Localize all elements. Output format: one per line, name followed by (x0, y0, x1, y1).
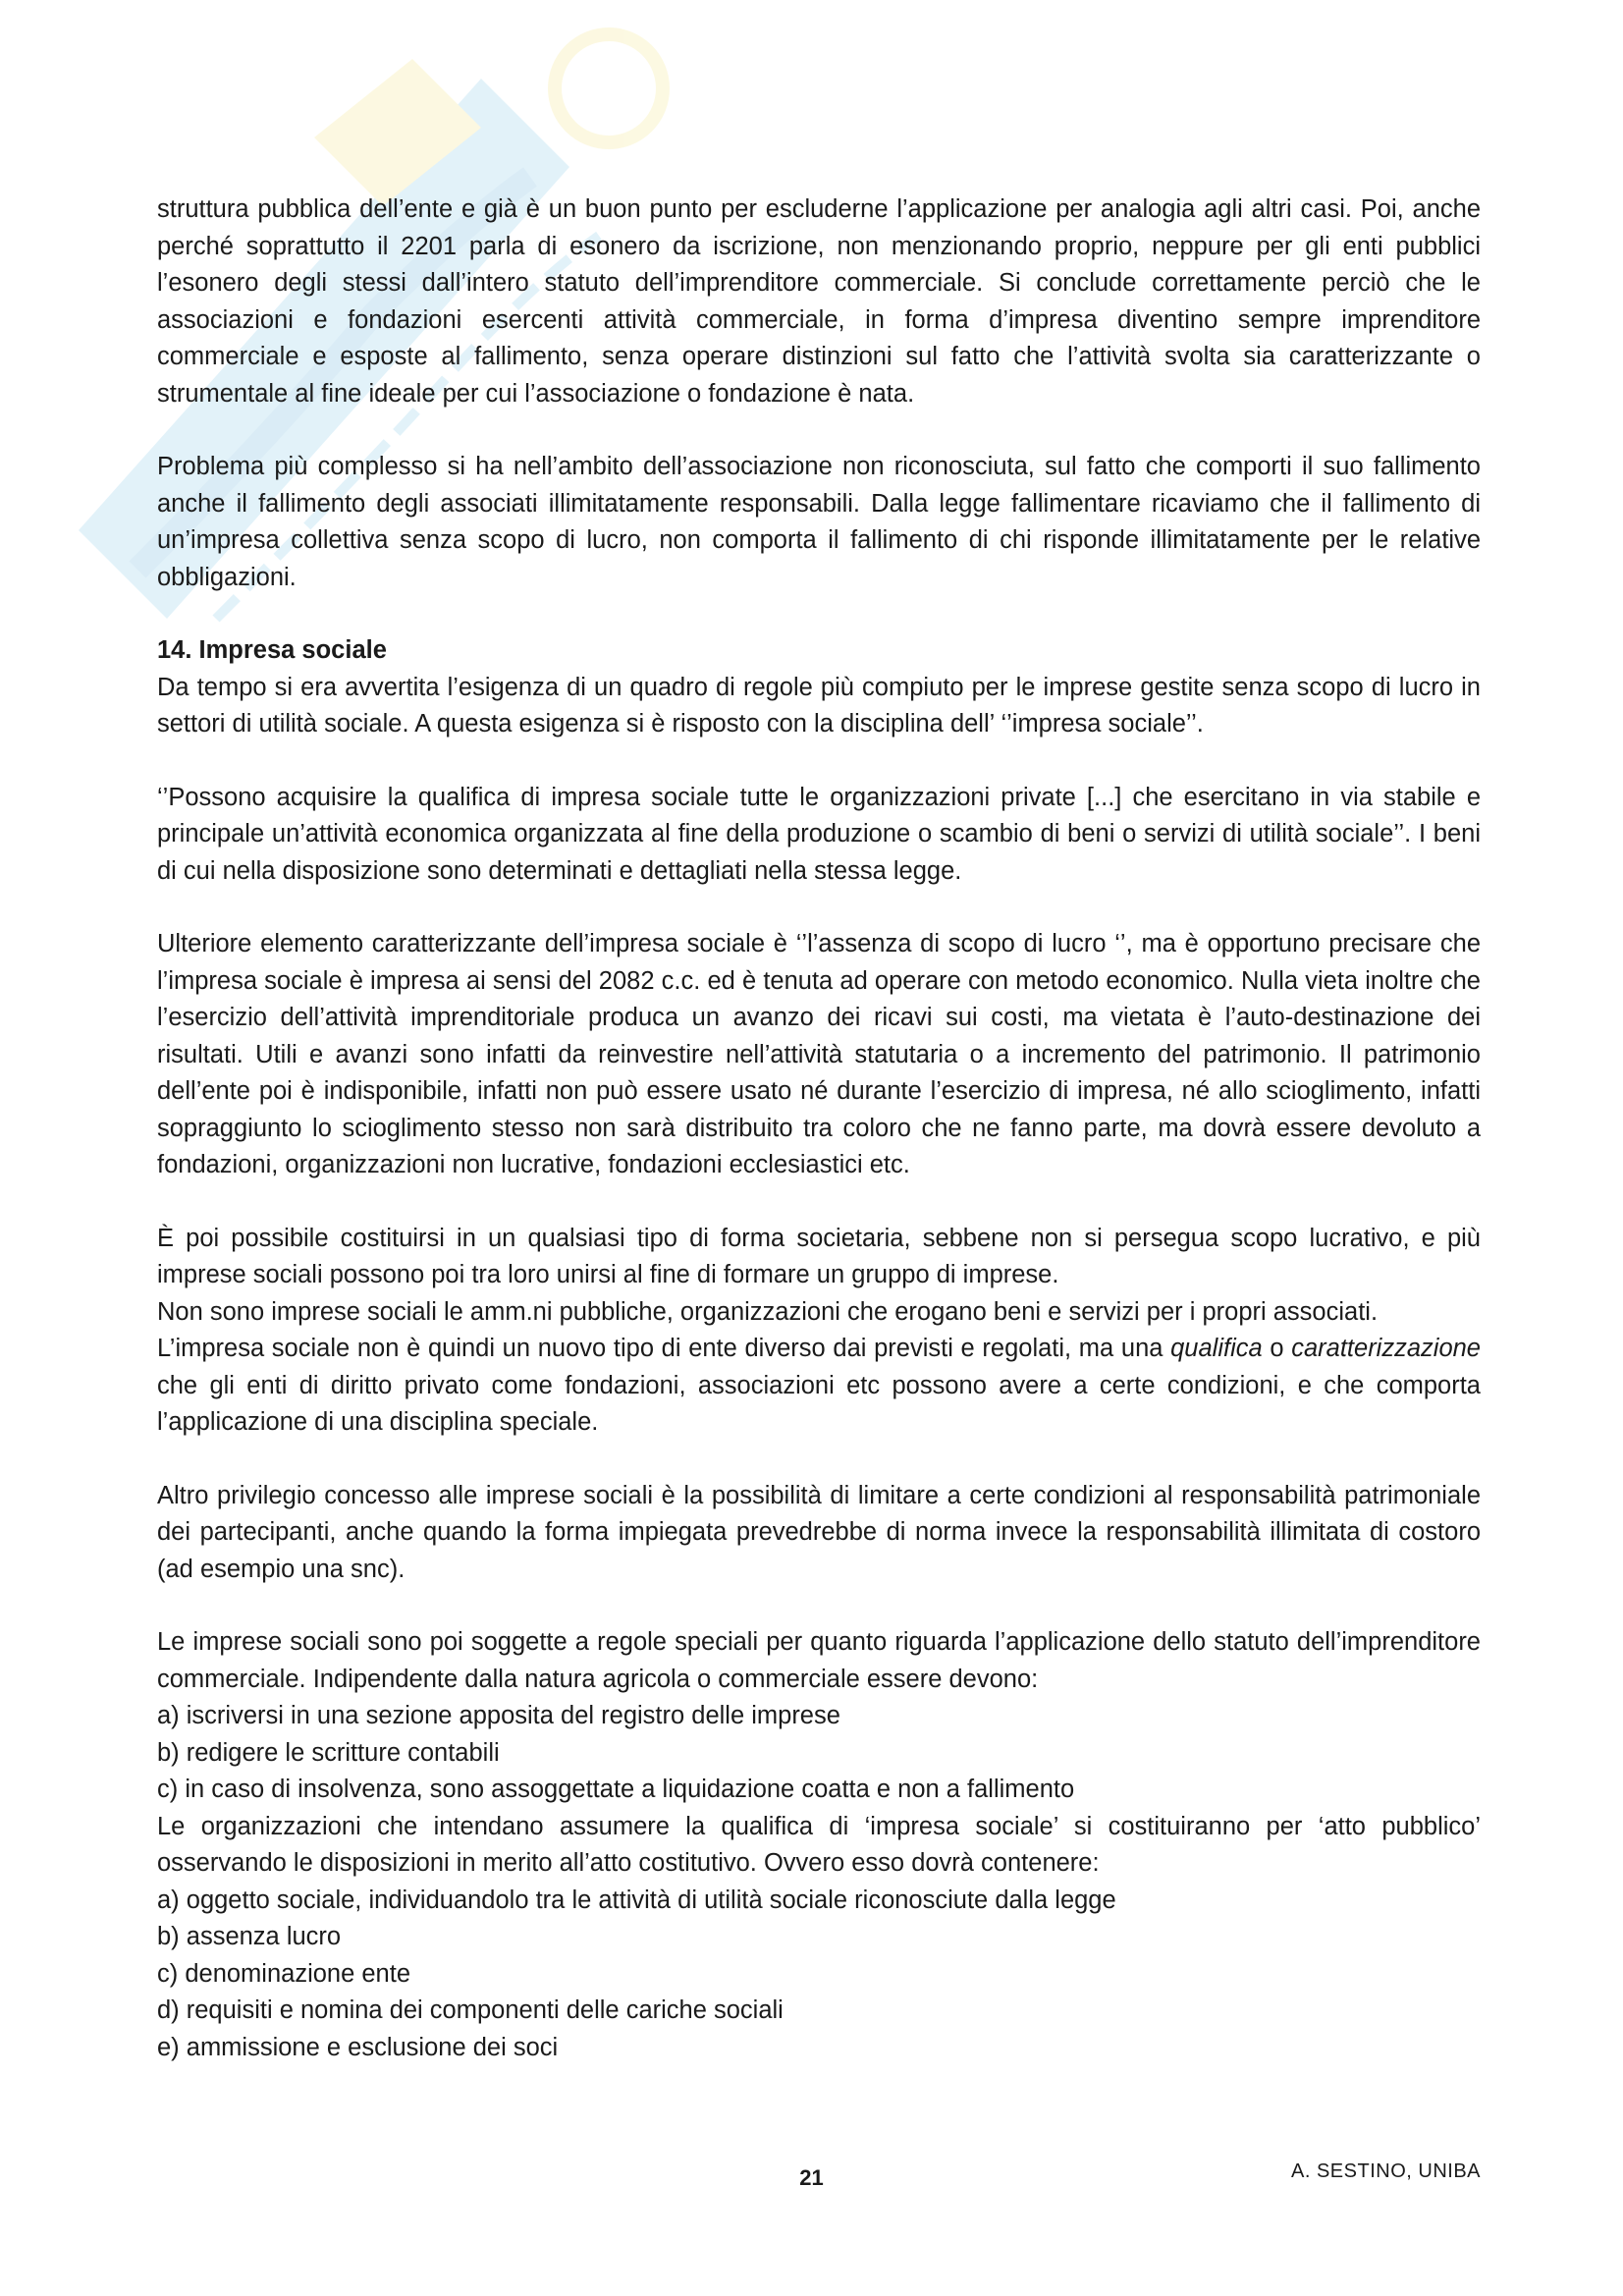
emphasized-text: caratterizzazione (1291, 1335, 1481, 1362)
list-item: e) ammissione e esclusione dei soci (157, 2033, 559, 2061)
text-segment: che gli enti di diritto privato come fondazioni, associazioni etc possono avere a certe condizioni, e che comporta l’applicazione di una disciplina speciale. (157, 1371, 1481, 1436)
list-item: d) requisiti e nomina dei componenti delle cariche sociali (157, 1996, 784, 2024)
text-segment: È poi possibile costituirsi in un qualsiasi tipo di forma societaria, sebbene non si persegua scopo lucrativo, e più imprese sociali possono poi tra loro unirsi al fine di formare un gruppo di imprese. (157, 1224, 1481, 1288)
list-item: a) oggetto sociale, individuandolo tra le attività di utilità sociale riconosciute dalla legge (157, 1886, 1116, 1914)
paragraph (157, 1478, 1481, 1589)
text-segment: Le imprese sociali sono poi soggette a regole speciali per quanto riguarda l’applicazione dello statuto dell’imprenditore commerciale. Indipendente dalla natura agricola o commerciale essere devono: (157, 1628, 1481, 1693)
paragraph (157, 1624, 1481, 1698)
paragraph (157, 191, 1481, 412)
list-item: b) redigere le scritture contabili (157, 1738, 500, 1767)
paragraph (157, 1331, 1481, 1442)
text-segment: ‘’Possono acquisire la qualifica di impresa sociale tutte le organizzazioni private [...] che esercitano in via stabile e principale un’attività economica organizzata al fine della produzione o scambio di beni o servizi di utilità sociale’’. I beni di cui nella disposizione sono determinati e dettagliati nella stessa legge. (157, 783, 1481, 885)
text-segment: 14. Impresa sociale (157, 636, 387, 664)
list-item: a) iscriversi in una sezione apposita del registro delle imprese (157, 1702, 840, 1729)
document-body (157, 191, 1481, 2066)
text-segment: Non sono imprese sociali le amm.ni pubbliche, organizzazioni che erogano beni e servizi per i propri associati. (157, 1297, 1379, 1326)
paragraph: Le organizzazioni che intendano assumere la qualifica di ‘impresa sociale’ si costituiranno per ‘atto pubblico’ osservando le disposizioni in merito all’atto costitutivo. Ovvero esso dovrà contenere: (157, 1812, 1481, 1877)
section-heading (157, 632, 1481, 670)
list-item: b) assenza lucro (157, 1923, 342, 1950)
quoted-paragraph (157, 780, 1481, 891)
emphasized-text: qualifica (1170, 1335, 1263, 1362)
deed-contents-list (157, 1883, 1481, 2067)
text-segment: Altro privilegio concesso alle imprese sociali è la possibilità di limitare a certe condizioni al responsabilità patrimoniale dei partecipanti, anche quando la forma impiegata prevedrebbe di norma invece la responsabilità illimitata di costoro (ad esempio una snc). (157, 1481, 1481, 1583)
footer-author: A. SESTINO, UNIBA (1291, 2160, 1481, 2182)
text-segment: Ulteriore elemento caratterizzante dell’impresa sociale è ‘’l’assenza di scopo di lucro ‘’, ma è opportuno precisare che l’impresa sociale è impresa ai sensi del 2082 c.c. ed è tenuta ad operare con metodo economico. Nulla vieta inoltre che l’esercizio dell’attività imprenditoriale produca un avanzo dei ricavi sui costi, ma vietata è l’auto-destinazione dei risultati. Utili e avanzi sono infatti da reinvestire nell’attività statutaria o a incremento del patrimonio. Il patrimonio dell’ente poi è indisponibile, infatti non può essere usato né durante l’esercizio di impresa, né allo scioglimento, infatti sopraggiunto lo scioglimento stesso non sarà distribuito tra coloro che ne fanno parte, ma dovrà essere devoluto a fondazioni, organizzazioni non lucrative, fondazioni ecclesiastici etc. (157, 930, 1481, 1178)
text-segment: o (1262, 1335, 1292, 1362)
text-segment: Da tempo si era avvertita l’esigenza di un quadro di regole più compiuto per le imprese gestite senza scopo di lucro in settori di utilità sociale. A questa esigenza si è risposto con la disciplina dell’ ‘’impresa sociale’’. (157, 673, 1481, 738)
page-number: 21 (799, 2165, 824, 2190)
text-segment: L’impresa sociale non è quindi un nuovo tipo di ente diverso dai previsti e regolati, ma una (157, 1335, 1171, 1362)
text-segment: Problema più complesso si ha nell’ambito dell’associazione non riconosciuta, sul fatto che comporti il suo fallimento anche il fallimento degli associati illimitatamente responsabili. Dalla legge fallimentare ricaviamo che il fallimento di un’impresa collettiva senza scopo di lucro, non comporta il fallimento di chi risponde illimitatamente per le relative obbligazioni. (157, 453, 1481, 591)
paragraph (157, 1294, 1481, 1332)
list-item: c) in caso di insolvenza, sono assoggettate a liquidazione coatta e non a fallimento (157, 1776, 1075, 1803)
paragraph (157, 1221, 1481, 1294)
paragraph (157, 670, 1481, 743)
paragraph (157, 926, 1481, 1184)
text-segment: struttura pubblica dell’ente e già è un buon punto per escluderne l’applicazione per analogia agli altri casi. Poi, anche perché soprattutto il 2201 parla di esonero da iscrizione, non menzionando proprio, neppure per gli enti pubblici l’esonero degli stessi dall’intero statuto dell’imprenditore commerciale. Si conclude correttamente perciò che le associazioni e fondazioni esercenti attività commerciale, in forma d’impresa diventino sempre imprenditore commerciale e esposte al fallimento, senza operare distinzioni sul fatto che l’attività svolta sia caratterizzante o strumentale al fine ideale per cui l’associazione o fondazione è nata. (157, 195, 1481, 408)
paragraph (157, 449, 1481, 596)
requirements-list (157, 1698, 1481, 1809)
list-item: c) denominazione ente (157, 1959, 411, 1988)
